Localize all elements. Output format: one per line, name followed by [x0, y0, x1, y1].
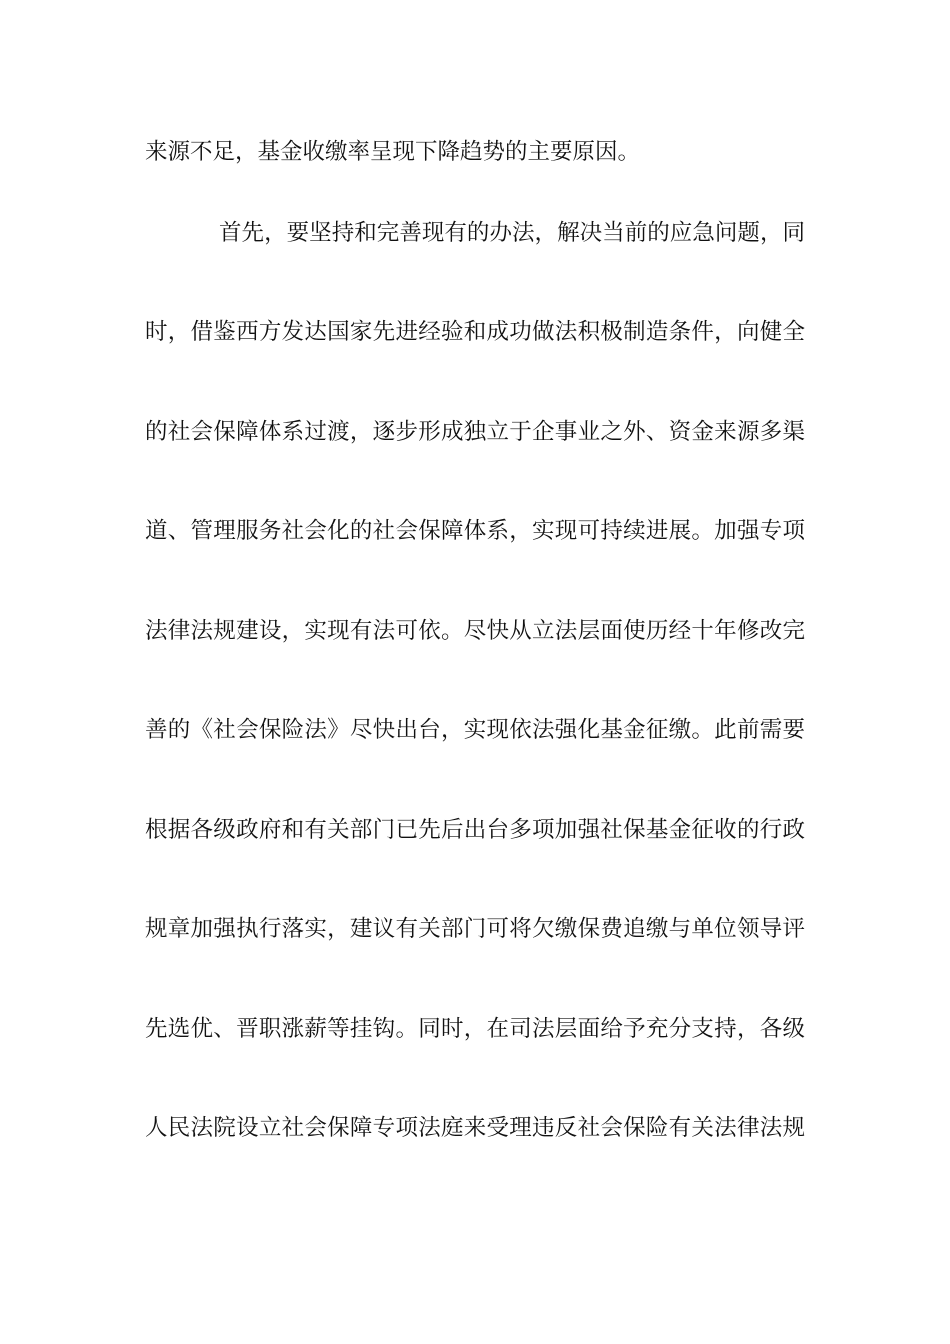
text-line-5: 道、管理服务社会化的社会保障体系，实现可持续进展。加强专项	[145, 518, 805, 544]
text-line-11: 人民法院设立社会保障专项法庭来受理违反社会保险有关法律法规	[145, 1115, 805, 1141]
text-line-8: 根据各级政府和有关部门已先后出台多项加强社保基金征收的行政	[145, 817, 805, 843]
text-line-4: 的社会保障体系过渡，逐步形成独立于企事业之外、资金来源多渠	[145, 419, 805, 445]
text-line-9: 规章加强执行落实，建议有关部门可将欠缴保费追缴与单位领导评	[145, 916, 805, 942]
text-line-1: 来源不足，基金收缴率呈现下降趋势的主要原因。	[145, 139, 641, 165]
paragraph-start-line: 首先，要坚持和完善现有的办法，解决当前的应急问题，同	[219, 220, 805, 246]
text-line-6: 法律法规建设，实现有法可依。尽快从立法层面使历经十年修改完	[145, 618, 805, 644]
text-line-7: 善的《社会保险法》尽快出台，实现依法强化基金征缴。此前需要	[145, 717, 805, 743]
text-line-10: 先选优、晋职涨薪等挂钩。同时，在司法层面给予充分支持，各级	[145, 1016, 805, 1042]
text-line-3: 时，借鉴西方发达国家先进经验和成功做法积极制造条件，向健全	[145, 319, 805, 345]
